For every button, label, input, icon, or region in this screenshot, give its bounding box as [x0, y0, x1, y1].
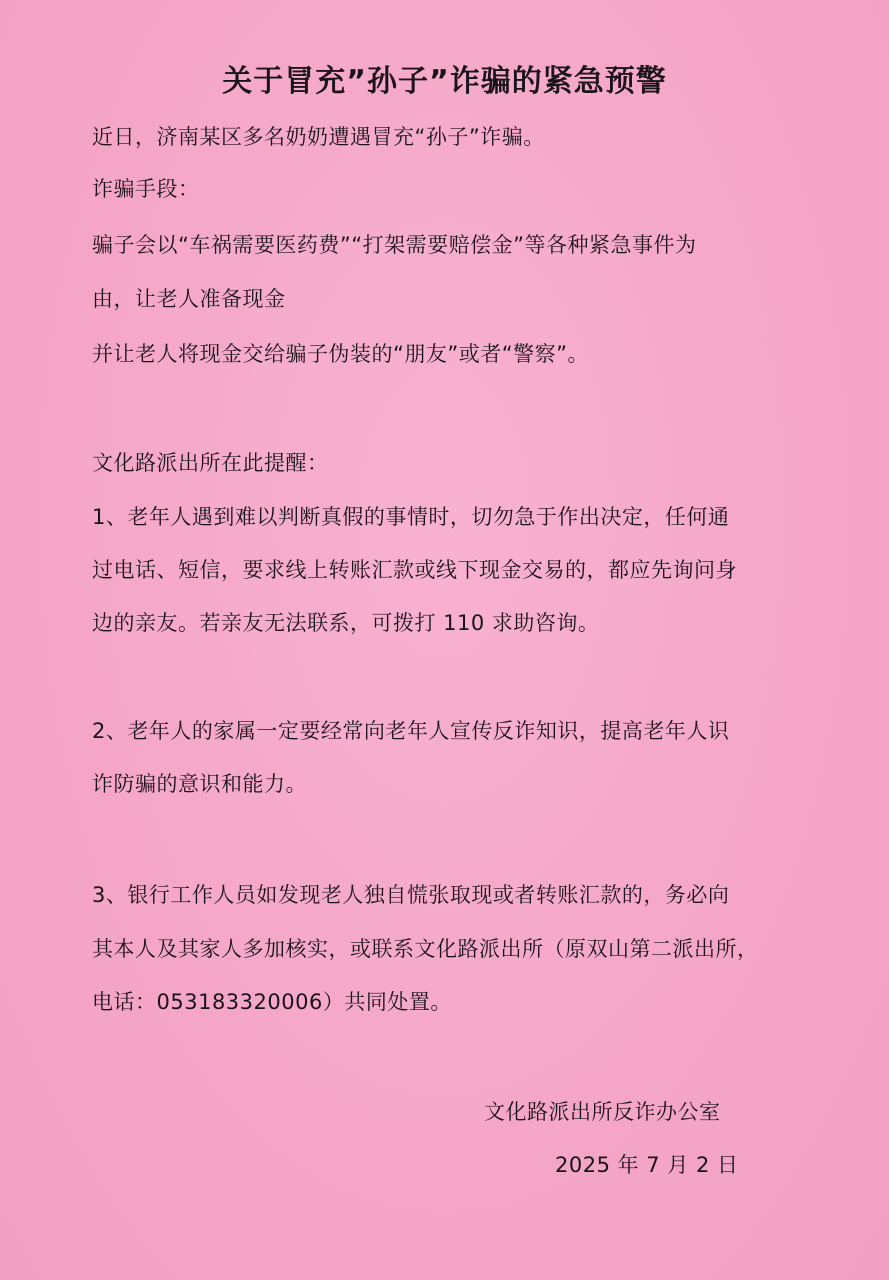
- intro-line: 近日，济南某区多名奶奶遭遇冒充“孙子”诈骗。: [92, 125, 545, 149]
- point-3-line-3: 电话：053183320006）共同处置。: [92, 990, 452, 1014]
- method-line-2: 由，让老人准备现金: [92, 287, 286, 311]
- notice-title: 关于冒充”孙子”诈骗的紧急预警: [222, 64, 667, 99]
- issuer-signature: 文化路派出所反诈办公室: [484, 1100, 721, 1124]
- method-heading: 诈骗手段：: [92, 177, 200, 201]
- point-1-line-2: 过电话、短信，要求线上转账汇款或线下现金交易的，都应先询问身: [92, 558, 737, 582]
- method-line-1: 骗子会以“车祸需要医药费”“打架需要赔偿金”等各种紧急事件为: [92, 233, 697, 257]
- method-line-3: 并让老人将现金交给骗子伪装的“朋友”或者“警察”。: [92, 342, 590, 366]
- point-1-line-1: 1、老年人遇到难以判断真假的事情时，切勿急于作出决定，任何通: [92, 505, 730, 529]
- reminder-heading: 文化路派出所在此提醒：: [92, 451, 329, 475]
- issue-date: 2025 年 7 月 2 日: [555, 1153, 739, 1177]
- point-1-line-3: 边的亲友。若亲友无法联系，可拨打 110 求助咨询。: [92, 611, 600, 635]
- point-3-line-1: 3、银行工作人员如发现老人独自慌张取现或者转账汇款的，务必向: [92, 883, 730, 907]
- point-2-line-2: 诈防骗的意识和能力。: [92, 772, 307, 796]
- point-2-line-1: 2、老年人的家属一定要经常向老年人宣传反诈知识，提高老年人识: [92, 719, 730, 743]
- point-3-line-2: 其本人及其家人多加核实，或联系文化路派出所（原双山第二派出所，: [92, 937, 759, 961]
